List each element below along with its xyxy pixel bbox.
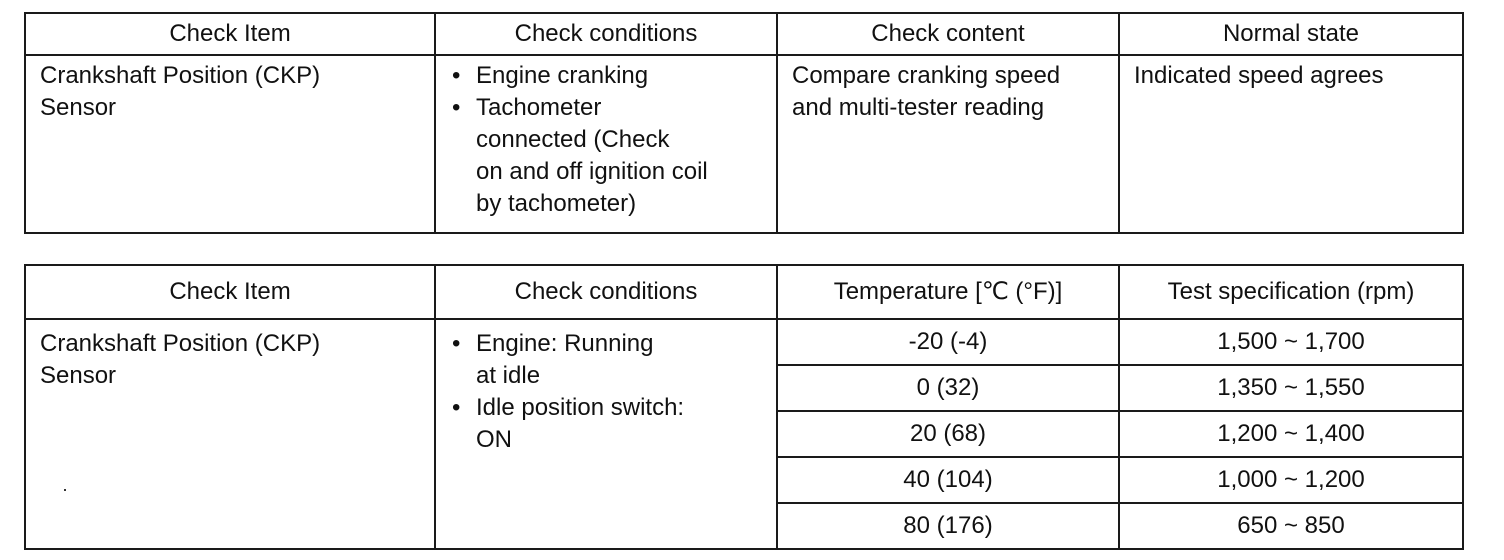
check-content-text: Compare cranking speed and multi-tester reading [792, 62, 1061, 121]
condition-item: • Tachometer connected (Check on and off ignition coil by tachometer) [476, 92, 768, 220]
check-item-text: Crankshaft Position (CKP) Sensor [40, 330, 321, 389]
header-normal-state: Normal state [1119, 13, 1463, 55]
temperature-cell: -20 (-4) [777, 319, 1119, 365]
check-table-cranking [24, 12, 1464, 234]
temperature-cell: 0 (32) [777, 365, 1119, 411]
header-row [25, 13, 1463, 55]
stray-dot [64, 489, 66, 491]
temperature-cell: 80 (176) [777, 503, 1119, 549]
normal-state-text: Indicated speed agrees [1134, 62, 1384, 89]
table-row [25, 55, 1463, 233]
spec-cell: 650 ~ 850 [1119, 503, 1463, 549]
spec-cell: 1,000 ~ 1,200 [1119, 457, 1463, 503]
spec-cell: 1,500 ~ 1,700 [1119, 319, 1463, 365]
check-conditions-cell [435, 319, 777, 549]
condition-item: • Idle position switch: ON [476, 392, 768, 456]
header-temperature: Temperature [℃ (°F)] [777, 265, 1119, 319]
check-item-cell [25, 55, 435, 233]
temperature-cell: 20 (68) [777, 411, 1119, 457]
spec-cell: 1,200 ~ 1,400 [1119, 411, 1463, 457]
header-row [25, 265, 1463, 319]
conditions-list [436, 320, 776, 456]
header-check-item: Check Item [25, 13, 435, 55]
condition-item: • Engine: Running at idle [476, 328, 768, 392]
table-row [25, 319, 1463, 365]
check-item-cell [25, 319, 435, 549]
header-check-conditions: Check conditions [435, 265, 777, 319]
normal-state-cell [1119, 55, 1463, 233]
header-check-conditions: Check conditions [435, 13, 777, 55]
spec-cell: 1,350 ~ 1,550 [1119, 365, 1463, 411]
condition-item: • Engine cranking [476, 60, 768, 92]
check-conditions-cell [435, 55, 777, 233]
header-check-item: Check Item [25, 265, 435, 319]
temperature-cell: 40 (104) [777, 457, 1119, 503]
check-content-cell [777, 55, 1119, 233]
conditions-list [436, 56, 776, 220]
check-table-idle-speed [24, 264, 1464, 550]
header-test-specification: Test specification (rpm) [1119, 265, 1463, 319]
header-check-content: Check content [777, 13, 1119, 55]
check-item-text: Crankshaft Position (CKP) Sensor [40, 62, 321, 121]
